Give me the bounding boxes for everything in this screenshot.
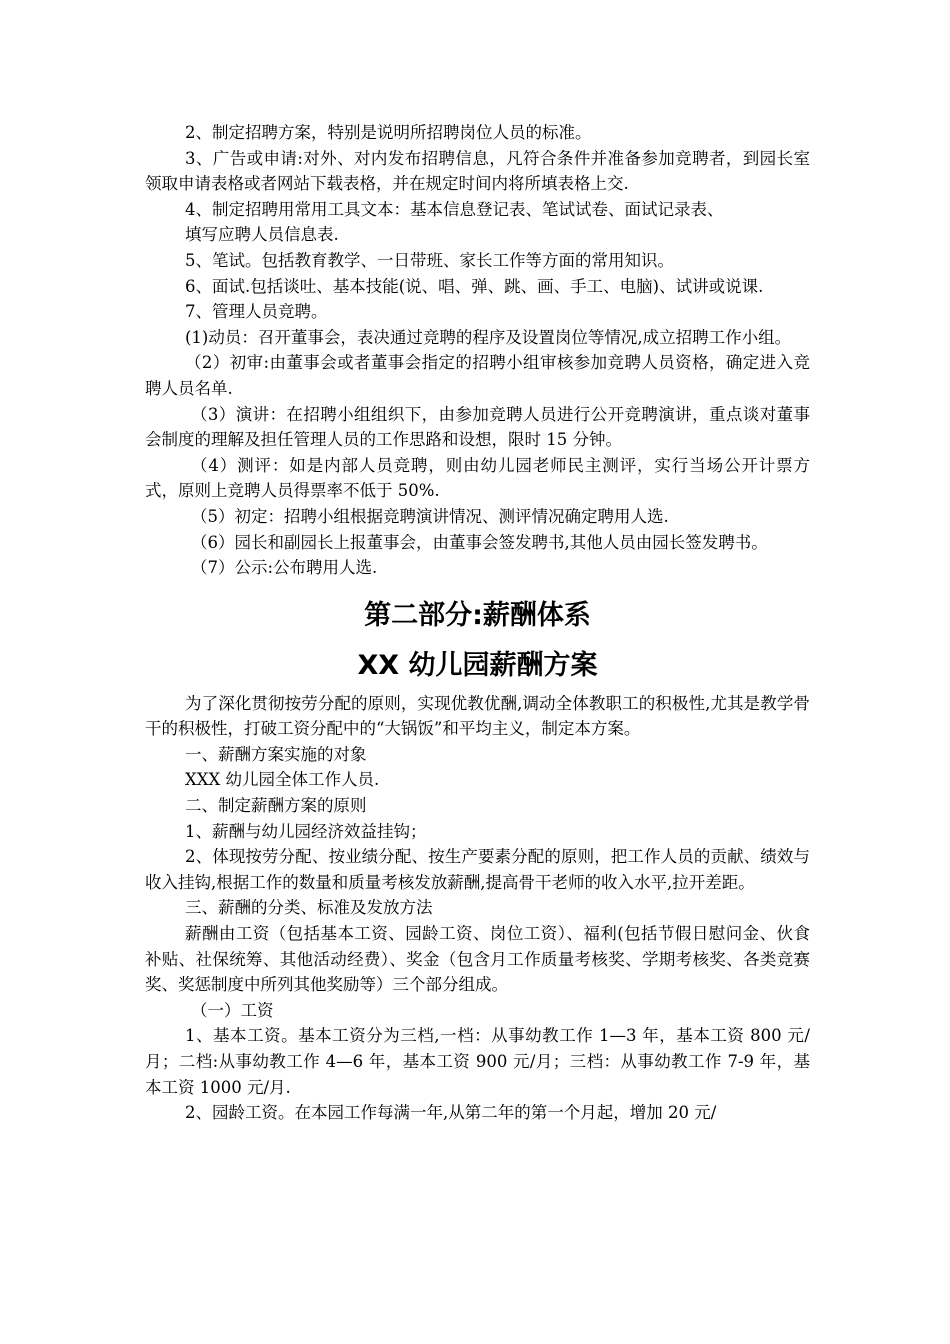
manager-step-4: （4）测评：如是内部人员竞聘，则由幼儿园老师民主测评，实行当场公开计票方式，原则上竞聘人员得票率不低于 50%. xyxy=(145,455,810,501)
salary-intro: 为了深化贯彻按劳分配的原则，实现优教优酬,调动全体教职工的积极性,尤其是教学骨干的积极性，打破工资分配中的“大锅饭”和平均主义，制定本方案。 xyxy=(145,693,810,739)
section-1-title: 一、薪酬方案实施的对象 xyxy=(185,744,367,764)
manager-step-2: （2）初审:由董事会或者董事会指定的招聘小组审核参加竞聘人员资格，确定进入竞聘人员名单. xyxy=(145,353,810,398)
principle-1: 1、薪酬与幼儿园经济效益挂钩； xyxy=(185,821,427,841)
part2-heading: 第二部分:薪酬体系 xyxy=(364,599,591,631)
section-1-body: XXX 幼儿园全体工作人员. xyxy=(185,770,380,790)
recruit-step-7: 7、管理人员竞聘。 xyxy=(185,302,328,322)
section-2-title: 二、制定薪酬方案的原则 xyxy=(185,796,367,816)
recruit-step-3: 3、广告或申请:对外、对内发布招聘信息，凡符合条件并准备参加竞聘者，到园长室领取申请表格或者网站下载表格，并在规定时间内将所填表格上交. xyxy=(145,148,810,194)
recruit-step-2: 2、制定招聘方案，特别是说明所招聘岗位人员的标准。 xyxy=(185,123,592,142)
base-wage: 1、基本工资。基本工资分为三档,一档：从事幼教工作 1—3 年，基本工资 800 元/月；二档:从事幼教工作 4—6 年，基本工资 900 元/月；三档：从事幼教工作 7-9 年，基本工资 1000 元/月. xyxy=(145,1026,810,1097)
principle-2: 2、体现按劳分配、按业绩分配、按生产要素分配的原则，把工作人员的贡献、绩效与收入挂钩,根据工作的数量和质量考核发放薪酬,提高骨干老师的收入水平,拉开差距。 xyxy=(145,847,810,892)
salary-plan-heading: XX 幼儿园薪酬方案 xyxy=(357,649,598,681)
manager-step-1: (1)动员：召开董事会，表决通过竞聘的程序及设置岗位等情况,成立招聘工作小组。 xyxy=(185,327,792,347)
manager-step-6: （6）园长和副园长上报董事会，由董事会签发聘书,其他人员由园长签发聘书。 xyxy=(191,532,768,552)
section-3-title: 三、薪酬的分类、标准及发放方法 xyxy=(185,898,433,918)
recruit-step-4-cont: 填写应聘人员信息表. xyxy=(185,225,339,245)
recruit-step-5: 5、笔试。包括教育教学、一日带班、家长工作等方面的常用知识。 xyxy=(185,250,674,270)
subsection-wages-title: （一）工资 xyxy=(191,1000,274,1020)
manager-step-5: （5）初定：招聘小组根据竞聘演讲情况、测评情况确定聘用人选. xyxy=(191,506,669,526)
recruit-step-4: 4、制定招聘用常用工具文本：基本信息登记表、笔试试卷、面试记录表、 xyxy=(185,199,724,219)
recruit-step-6: 6、面试.包括谈吐、基本技能(说、唱、弹、跳、画、手工、电脑)、试讲或说课. xyxy=(185,276,764,296)
manager-step-3: （3）演讲：在招聘小组组织下，由参加竞聘人员进行公开竞聘演讲，重点谈对董事会制度的理解及担任管理人员的工作思路和设想，限时 15 分钟。 xyxy=(145,404,810,450)
document-page xyxy=(145,120,810,1126)
seniority-wage: 2、园龄工资。在本园工作每满一年,从第二年的第一个月起，增加 20 元/ xyxy=(185,1103,717,1123)
manager-step-7: （7）公示:公布聘用人选. xyxy=(191,558,378,578)
salary-composition: 薪酬由工资（包括基本工资、园龄工资、岗位工资）、福利(包括节假日慰问金、伙食补贴、社保统筹、其他活动经费）、奖金（包含月工作质量考核奖、学期考核奖、各类竞赛奖、奖惩制度中所列其他奖励等）三个部分组成。 xyxy=(145,924,810,995)
